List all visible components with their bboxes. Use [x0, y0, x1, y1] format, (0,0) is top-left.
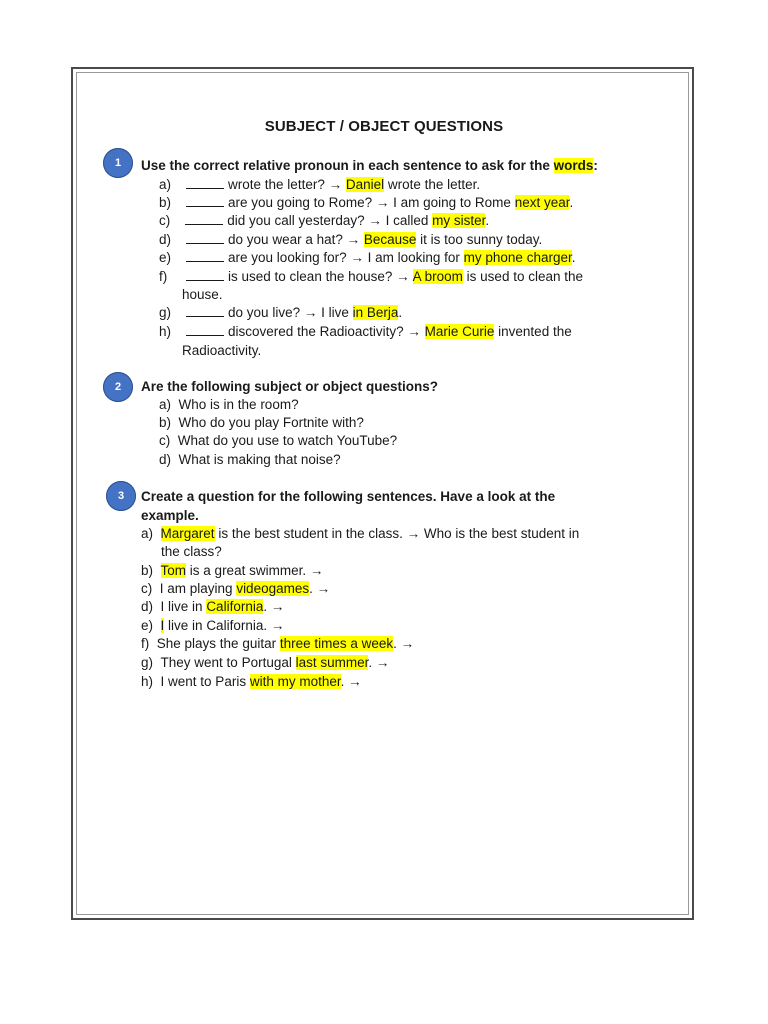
section-1-heading: [141, 157, 598, 175]
item-text: She plays the guitar: [156, 636, 280, 651]
item-letter: a): [141, 526, 154, 541]
item-text-end: is used to clean the: [462, 269, 583, 284]
item-highlight: with my mother: [249, 674, 341, 689]
answer-blank: [186, 304, 224, 317]
item-highlight: my phone charger: [463, 250, 572, 265]
section-1-item-h-continuation: Radioactivity.: [182, 343, 262, 358]
section-3-item-h: [141, 673, 362, 691]
section-1-item-d: [159, 231, 542, 249]
item-letter: g): [159, 305, 172, 320]
item-highlight: next year: [514, 195, 570, 210]
item-text: I went to Paris: [160, 674, 250, 689]
item-highlight: Margaret: [160, 526, 215, 541]
section-3-item-f: [141, 635, 414, 653]
section-2-badge: [103, 372, 133, 402]
section-3-item-g: [141, 654, 389, 672]
item-text: did you call yesterday? → I called: [227, 213, 433, 228]
item-highlight: three times a week: [279, 636, 394, 651]
section-2-item-c: [159, 432, 397, 450]
item-text-end: . →: [263, 599, 285, 614]
item-text: wrote the letter? →: [228, 177, 346, 192]
item-letter: h): [159, 324, 172, 339]
item-text: Who is in the room?: [178, 397, 299, 412]
section-3-item-a-continuation: the class?: [161, 544, 222, 559]
section-1-item-g: [159, 304, 402, 322]
item-text-end: .: [485, 213, 490, 228]
item-text: What do you use to watch YouTube?: [177, 433, 398, 448]
item-highlight: my sister: [432, 213, 486, 228]
section-2-heading: Are the following subject or object questions?: [141, 379, 439, 394]
item-letter: b): [141, 563, 154, 578]
section-1-item-b: [159, 194, 573, 212]
item-highlight: videogames: [236, 581, 310, 596]
item-letter: b): [159, 415, 172, 430]
section-1-badge: [103, 148, 133, 178]
item-text-end: . →: [368, 655, 390, 670]
section-1-heading-text: Use the correct relative pronoun in each sentence to ask for the: [141, 158, 554, 173]
item-letter: e): [159, 250, 172, 265]
item-text: are you going to Rome? → I am going to Rome: [228, 195, 515, 210]
item-highlight: Because: [363, 232, 417, 247]
item-letter: d): [159, 452, 172, 467]
item-text: is used to clean the house? →: [228, 269, 413, 284]
item-letter: d): [141, 599, 154, 614]
section-2-item-d: [159, 451, 341, 469]
item-text-end: wrote the letter.: [384, 177, 481, 192]
item-highlight: California: [206, 599, 264, 614]
item-highlight: last summer: [295, 655, 369, 670]
item-letter: b): [159, 195, 172, 210]
item-letter: d): [159, 232, 172, 247]
answer-blank: [186, 194, 224, 207]
item-letter: c): [159, 213, 171, 228]
item-text: I am playing: [159, 581, 237, 596]
item-text: do you live? → I live: [228, 305, 353, 320]
answer-blank: [186, 323, 224, 336]
section-3-item-c: [141, 580, 330, 598]
section-1-item-c: [159, 212, 489, 230]
answer-blank: [185, 212, 223, 225]
section-1-item-a: [159, 176, 480, 194]
item-text-end: .: [398, 305, 403, 320]
answer-blank: [186, 268, 224, 281]
item-text: What is making that noise?: [178, 452, 341, 467]
item-letter: h): [141, 674, 154, 689]
section-3-heading-line1: Create a question for the following sentences. Have a look at the: [141, 489, 556, 504]
item-text: I live in: [160, 599, 207, 614]
item-text: Who do you play Fortnite with?: [178, 415, 364, 430]
item-text-end: live in California. →: [164, 618, 285, 633]
section-2-item-a: [159, 396, 299, 414]
item-letter: c): [159, 433, 171, 448]
section-1-number: 1: [114, 157, 122, 169]
item-text-end: . →: [309, 581, 331, 596]
section-3-item-e: [141, 617, 284, 635]
answer-blank: [186, 249, 224, 262]
item-highlight: A broom: [412, 269, 463, 284]
item-letter: a): [159, 177, 172, 192]
item-highlight: I: [160, 618, 165, 633]
section-1-heading-end: :: [593, 158, 598, 173]
item-letter: g): [141, 655, 154, 670]
item-highlight: Tom: [160, 563, 187, 578]
section-1-item-f-continuation: house.: [182, 287, 223, 302]
item-text-end: is the best student in the class. → Who is the best student in: [214, 526, 580, 541]
worksheet-title: SUBJECT / OBJECT QUESTIONS: [264, 118, 504, 135]
answer-blank: [186, 231, 224, 244]
item-text-end: .: [571, 250, 576, 265]
item-letter: c): [141, 581, 153, 596]
item-letter: f): [141, 636, 150, 651]
item-letter: a): [159, 397, 172, 412]
section-3-item-a: [141, 525, 579, 543]
section-1-item-e: [159, 249, 576, 267]
section-2-item-b: [159, 414, 364, 432]
section-3-item-b: [141, 562, 323, 580]
item-text-end: invented the: [494, 324, 572, 339]
section-3-heading-line2: example.: [141, 508, 199, 523]
item-text: do you wear a hat? →: [228, 232, 364, 247]
section-1-item-f: [159, 268, 583, 286]
section-3-badge: [106, 481, 136, 511]
section-3-number: 3: [117, 490, 125, 502]
section-1-item-h: [159, 323, 572, 341]
item-text-end: it is too sunny today.: [416, 232, 543, 247]
item-highlight: in Berja: [352, 305, 399, 320]
item-text-end: .: [569, 195, 574, 210]
item-letter: e): [141, 618, 154, 633]
item-letter: f): [159, 269, 168, 284]
section-1-heading-highlight: words: [553, 158, 594, 173]
item-text: discovered the Radioactivity? →: [228, 324, 425, 339]
item-text: are you looking for? → I am looking for: [228, 250, 464, 265]
item-text: They went to Portugal: [160, 655, 296, 670]
item-highlight: Marie Curie: [424, 324, 495, 339]
section-3-item-d: [141, 598, 284, 616]
item-text-end: . →: [340, 674, 362, 689]
item-text-end: is a great swimmer. →: [186, 563, 324, 578]
item-text-end: . →: [393, 636, 415, 651]
section-2-number: 2: [114, 381, 122, 393]
item-highlight: Daniel: [345, 177, 385, 192]
answer-blank: [186, 176, 224, 189]
